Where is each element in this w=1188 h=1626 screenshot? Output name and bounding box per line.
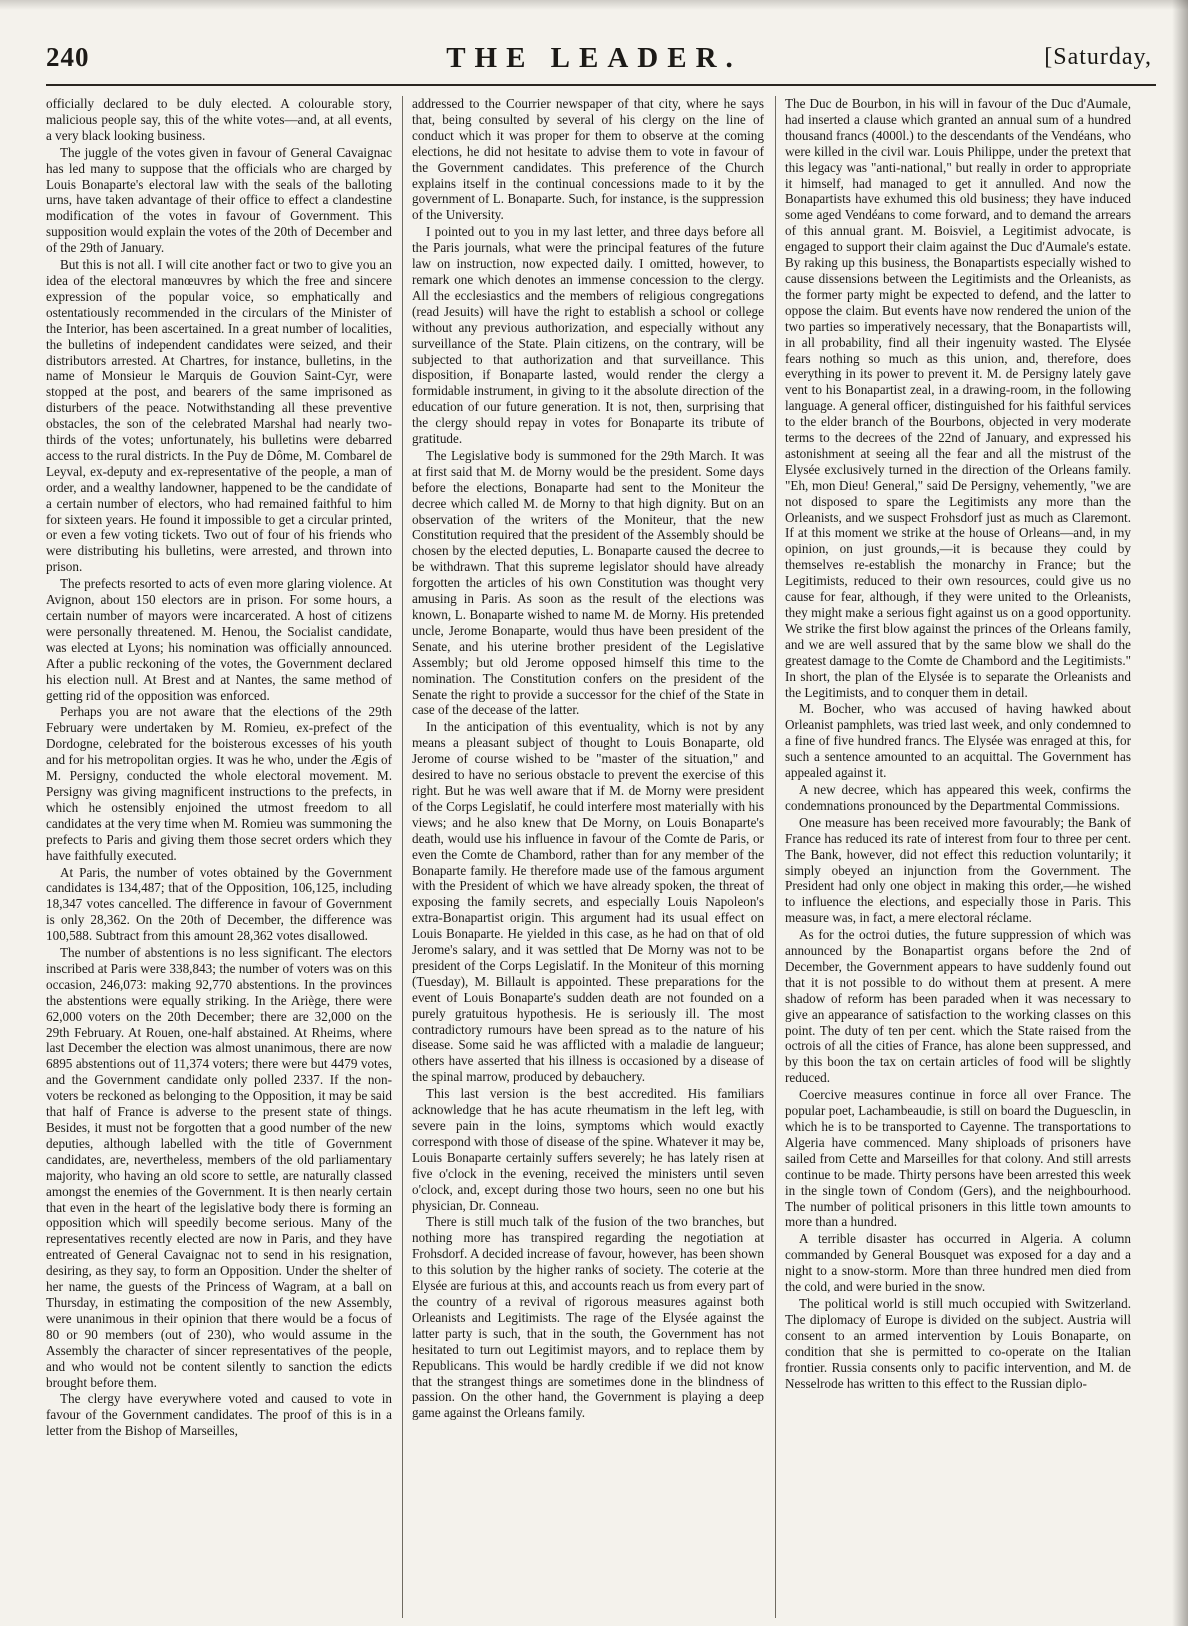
- page-edge-shadow: [1172, 0, 1188, 1626]
- article-paragraph: There is still much talk of the fusion of the two branches, but nothing more has transpired regarding the negotiation at Frohsdorf. A decided increase of favour, however, has been shown to this solution by the higher ranks of society. The coterie at the Elysée are furious at this, and accounts reach us from every part of the country of a revival of rigorous measures against both Orleanists and Legitimists. The rage of the Elysée against the latter party is such, that in the south, the Government has not hesitated to turn out Legitimist mayors, and to replace them by Republicans. This would be hardly credible if we did not know that the strangest things are sometimes done in the blindness of passion. On the other hand, the Government is playing a deep game against the Orleans family.: [412, 1214, 764, 1421]
- column-middle: [412, 96, 764, 1618]
- article-paragraph: The prefects resorted to acts of even more glaring violence. At Avignon, about 150 electors are in prison. For some hours, a certain number of mayors were incarcerated. A host of citizens were personally threatened. M. Henou, the Socialist candidate, was elected at Lyons; his nomination was officially announced. After a public reckoning of the votes, the Government declared his election null. At Brest and at Nantes, the same method of getting rid of the opposition was enforced.: [46, 576, 392, 703]
- page-number: 240: [46, 42, 90, 72]
- article-paragraph: officially declared to be duly elected. A colourable story, malicious people say, this of the white votes—and, at all events, a very black looking business.: [46, 96, 392, 143]
- masthead-title: THE LEADER.: [446, 42, 742, 74]
- article-paragraph: The Duc de Bourbon, in his will in favour of the Duc d'Aumale, had inserted a clause which granted an annual sum of a hundred thousand francs (4000l.) to the descendants of the Vendéans, who were killed in the civil war. Louis Philippe, under the pretext that this legacy was "anti-national," but really in order to appropriate it himself, had managed to get it annulled. And now the Bonapartists have exhumed this old business; they have induced some aged Vendéans to come forward, and to demand the arrears of this annual grant. M. Boisviel, a Legitimist advocate, is engaged to support their claim against the Duc d'Aumale's estate. By raking up this business, the Bonapartists especially wished to cause dissensions between the Legitimists and the Orleanists, as the former party might be expected to defend, and the latter to oppose the claim. But events have now rendered the union of the two parties so imperatively necessary, that the Bonapartists will, in all probability, find all their ingenuity wasted. The Elysée fears nothing so much as this union, and, therefore, does everything in its power to prevent it. M. de Persigny lately gave vent to his Bonapartist zeal, in a drawing-room, in the following language. A general officer, distinguished for his faithful services to the elder branch of the Bourbons, objected in very moderate terms to the decrees of the 22nd of January, and expressed his astonishment at seeing all the fear and all the mistrust of the Elysée exclusively turned in the direction of the Orleans family. "Eh, mon Dieu! General," said De Persigny, vehemently, "we are not disposed to spare the Legitimists any more than the Orleanists, and we suspect Frohsdorf just as much as Claremont. If at this moment we strike at the house of Orleans—and, in my opinion, on just grounds,—it is because they could by themselves re-establish the monarchy in France; but the Legitimists, reduced to their own resources, could give us no cause for fear, although, if they were united to the Orleanists, they might make a serious fight against us on a good opportunity. We strike the first blow against the princes of the Orleans family, and we are well assured that by the same blow we shall do the greatest damage to the Comte de Chambord and the Legitimists." In short, the plan of the Elysée is to separate the Orleanists and the Legitimists, and to conquer them in detail.: [785, 96, 1131, 700]
- header-rule: [46, 84, 1156, 86]
- article-paragraph: The political world is still much occupied with Switzerland. The diplomacy of Europe is divided on the subject. Austria will consent to an armed intervention by Louis Bonaparte, on condition that she is permitted to co-operate on the Italian frontier. Russia consents only to pacific intervention, and M. de Nesselrode has written to this effect to the Russian diplo-: [785, 1295, 1131, 1391]
- article-paragraph: addressed to the Courrier newspaper of that city, where he says that, being consulted by several of his clergy on the line of conduct which it was proper for them to observe at the coming elections, he did not hesitate to advise them to vote in favour of the Government candidates. This preference of the Church explains itself in the continual concessions made to it by the government of L. Bonaparte. Such, for instance, is the suppression of the University.: [412, 96, 764, 223]
- article-paragraph: The number of abstentions is no less significant. The electors inscribed at Paris were 338,843; the number of voters was on this occasion, 246,073: making 92,770 abstentions. In the provinces the abstentions were equally striking. In the Ariège, there were 62,000 voters on the 20th December; there are 32,000 on the 29th February. At Rouen, one-half abstained. At Rheims, where last December the election was almost unanimous, there are now 6895 abstentions out of 11,374 voters; there were but 4479 votes, and the Government candidate only polled 2337. If the non-voters be reckoned as belonging to the Opposition, it may be said that half of France is adverse to the present state of things. Besides, it must not be forgotten that a good number of the new deputies, although labelled with the title of Government candidates, are, nevertheless, members of the old parliamentary majority, who having an old score to settle, are naturally classed amongst the enemies of the Government. It is then nearly certain that even in the heart of the legislative body there is forming an opposition which will speedily become serious. Many of the representatives recently elected are now in Paris, and they have entreated of General Cavaignac not to send in his resignation, desiring, as they say, to form an Opposition. Under the shelter of her name, the guests of the Princess of Wagram, at a ball on Thursday, in estimating the composition of the new Assembly, were unanimous in their opinion that there would be a focus of 80 or 90 members (out of 230), who would assume in the Assembly the character of sincer representatives of the people, and who would not be content silently to sanction the edicts brought before them.: [46, 945, 392, 1390]
- column-right: [785, 96, 1131, 1618]
- article-paragraph: M. Bocher, who was accused of having hawked about Orleanist pamphlets, was tried last week, and only condemned to a fine of five hundred francs. The Elysée was enraged at this, for such a sentence amounted to an acquittal. The Government has appealed against it.: [785, 701, 1131, 781]
- page-top-shadow: [0, 0, 1188, 10]
- article-paragraph: A new decree, which has appeared this week, confirms the condemnations pronounced by the Departmental Commissions.: [785, 781, 1131, 813]
- column-left: [46, 96, 392, 1618]
- running-day: [Saturday,: [1044, 44, 1152, 70]
- article-paragraph: As for the octroi duties, the future suppression of which was announced by the Bonapartist organs before the 2nd of December, the Government appears to have suddenly found out that it is not possible to do without them at present. A mere shadow of reform has been paraded when it was necessary to give an appearance of satisfaction to the working classes on this point. The duty of ten per cent. which the State raised from the octrois of all the cities of France, has alone been suppressed, and by this boon the tax on certain articles of food will be slightly reduced.: [785, 927, 1131, 1086]
- article-paragraph: A terrible disaster has occurred in Algeria. A column commanded by General Bousquet was exposed for a day and a night to a snow-storm. More than three hundred men died from the cold, and were buried in the snow.: [785, 1231, 1131, 1295]
- article-paragraph: One measure has been received more favourably; the Bank of France has reduced its rate of interest from four to three per cent. The Bank, however, did not effect this reduction voluntarily; it simply obeyed an injunction from the Government. The President had only one object in making this order,—he wished to influence the elections, and especially those in Paris. This measure was, in fact, a mere electoral réclame.: [785, 814, 1131, 926]
- article-paragraph: The juggle of the votes given in favour of General Cavaignac has led many to suppose that the officials who are charged by Louis Bonaparte's electoral law with the seals of the balloting urns, have taken advantage of their office to effect a clandestine modification of the votes in favour of Government. This supposition would explain the votes of the 20th of December and of the 29th of January.: [46, 144, 392, 256]
- article-paragraph: Coercive measures continue in force all over France. The popular poet, Lachambeaudie, is still on board the Duguesclin, in which he is to be transported to Cayenne. The transportations to Algeria have commenced. Many shiploads of prisoners have sailed from Cette and Marseilles for that colony. And still arrests continue to be made. Thirty persons have been arrested this week in the single town of Condom (Gers), and the neighbourhood. The number of political prisoners in this little town amounts to more than a hundred.: [785, 1087, 1131, 1230]
- article-paragraph: Perhaps you are not aware that the elections of the 29th February were undertaken by M. Romieu, ex-prefect of the Dordogne, celebrated for the boisterous excesses of his youth and for his metropolitan orgies. It was he who, under the Ægis of M. Persigny, conducted the whole electoral movement. M. Persigny was giving magnificent instructions to the prefects, in which he ostensibly enjoined the utmost freedom to all candidates at the very time when M. Romieu was summoning the prefects to Paris and giving them those secret orders which they have faithfully executed.: [46, 704, 392, 863]
- column-divider: [775, 96, 776, 1618]
- article-paragraph: The clergy have everywhere voted and caused to vote in favour of the Government candidates. The proof of this is in a letter from the Bishop of Marseilles,: [46, 1391, 392, 1439]
- column-divider: [402, 96, 403, 1618]
- article-paragraph: But this is not all. I will cite another fact or two to give you an idea of the electoral manœuvres by which the free and sincere expression of the popular voice, so emphatically and ostentatiously recommended in the circulars of the Minister of the Interior, has been ascertained. In a great number of localities, the bulletins of independent candidates were seized, and their distributors arrested. At Chartres, for instance, bulletins, in the name of Monsieur le Marquis de Gouvion Saint-Cyr, were stopped at the post, and bearers of the same imprisoned as disturbers of the peace. Notwithstanding all these preventive obstacles, the son of the celebrated Marshal had nearly two-thirds of the votes; unfortunately, his bulletins were debarred access to the rural districts. In the Puy de Dôme, M. Combarel de Leyval, ex-deputy and ex-representative of the people, a man of order, and a wealthy landowner, happened to be the candidate of a certain number of electors, who had remained faithful to him for sixteen years. He found it impossible to get a circular printed, or even a few voting tickets. Two out of four of his friends who were distributing his bulletins, were arrested, and thrown into prison.: [46, 257, 392, 575]
- article-paragraph: At Paris, the number of votes obtained by the Government candidates is 134,487; that of the Opposition, 106,125, including 18,347 votes cancelled. The difference in favour of Government is only 28,362. On the 20th of December, the difference was 100,588. Subtract from this amount 28,362 votes disallowed.: [46, 864, 392, 944]
- article-paragraph: In the anticipation of this eventuality, which is not by any means a pleasant subject of thought to Louis Bonaparte, old Jerome of course wished to be "master of the situation," and desired to have no serious obstacle to prevent the exercise of this right. But he was well aware that if M. de Morny were president of the Corps Legislatif, he could interfere most materially with his views; and he also knew that De Morny, on Louis Bonaparte's death, would use his influence in favour of the Comte de Paris, or even the Comte de Chambord, rather than for any member of the Bonaparte family. He therefore made use of the famous argument with the President of which we have already spoken, the threat of exposing the family secrets, and especially Louis Napoleon's extra-Bonapartist origin. This argument had its usual effect on Louis Bonaparte. He yielded in this case, as he had on that of old Jerome's salary, and it was settled that De Morny was not to be president of the Corps Legislatif. In the Moniteur of this morning (Tuesday), M. Billault is appointed. These preparations for the event of Louis Bonaparte's sudden death are not founded on a purely gratuitous hypothesis. He is seriously ill. The most contradictory rumours have been spread as to the nature of his disease. Some said he was afflicted with a maladie de langueur; others have asserted that his illness is occasioned by a disease of the spinal marrow, produced by debauchery.: [412, 719, 764, 1085]
- article-paragraph: I pointed out to you in my last letter, and three days before all the Paris journals, what were the principal features of the future law on instruction, now expected daily. I omitted, however, to remark one which denotes an immense concession to the clergy. All the ecclesiastics and the members of religious congregations (read Jesuits) will have the right to establish a school or college without any previous authorization, and especially without any surveillance of the State. Plain citizens, on the contrary, will be subjected to that authorization and that surveillance. This disposition, if Bonaparte lasted, would render the clergy a formidable instrument, in giving to it the absolute direction of the education of our future generation. It is not, then, surprising that the clergy should repay in votes for Bonaparte its tribute of gratitude.: [412, 224, 764, 447]
- article-paragraph: The Legislative body is summoned for the 29th March. It was at first said that M. de Morny would be the president. Some days before the elections, Bonaparte had sent to the Moniteur the decree which called M. de Morny to that high dignity. But on an observation of the writers of the Moniteur, that the new Constitution required that the president of the Assembly should be chosen by the elected deputies, L. Bonaparte caused the decree to be withdrawn. That this supreme legislator should have already forgotten the articles of his own Constitution was thought very amusing in Paris. As soon as the result of the elections was known, L. Bonaparte wished to name M. de Morny. His pretended uncle, Jerome Bonaparte, would thus have been president of the Senate, and his uterine brother president of the Legislative Assembly; but old Jerome opposed himself this time to the nomination. The Constitution confers on the president of the Senate the right to provide a successor for the chief of the State in case of the decease of the latter.: [412, 447, 764, 718]
- page-header: [30, 42, 1158, 82]
- article-paragraph: This last version is the best accredited. His familiars acknowledge that he has acute rheumatism in the left leg, with severe pain in the loins, symptoms which would exactly correspond with those of disease of the spine. Whatever it may be, Louis Bonaparte certainly suffers severely; he has lately risen at five o'clock in the evening, received the ministers until seven o'clock, and, except during those two hours, seen no one but his physician, Dr. Conneau.: [412, 1086, 764, 1213]
